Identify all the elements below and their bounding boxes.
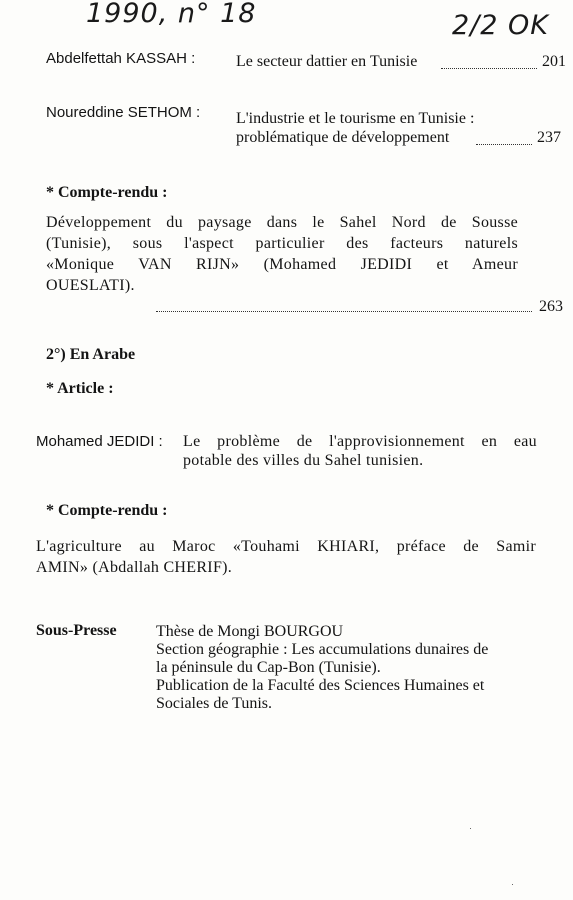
press-line: la péninsule du Cap-Bon (Tunisie). bbox=[156, 659, 381, 676]
review-line: L'agriculture au Maroc «Touhami KHIARI, préface de Samir bbox=[36, 538, 536, 555]
dot-leader bbox=[441, 68, 537, 69]
sous-presse-label: Sous-Presse bbox=[36, 622, 117, 639]
review-line: OUESLATI). bbox=[46, 277, 135, 294]
review-line: AMIN» (Abdallah CHERIF). bbox=[36, 559, 233, 576]
page-number: 263 bbox=[539, 298, 563, 315]
review-line: Développement du paysage dans le Sahel Nord de Sousse bbox=[46, 214, 518, 231]
entry-title-line: problématique de développement bbox=[236, 129, 450, 146]
subsection-heading: * Compte-rendu : bbox=[46, 502, 168, 519]
entry-author: Noureddine SETHOM : bbox=[46, 104, 201, 121]
review-line: (Tunisie), sous l'aspect particulier des facteurs naturels bbox=[46, 235, 518, 252]
handwritten-check-note: 2/2 OK bbox=[452, 10, 549, 41]
dot-leader bbox=[476, 144, 532, 145]
dot-leader bbox=[156, 311, 532, 312]
press-line: Publication de la Faculté des Sciences Humaines et bbox=[156, 677, 485, 694]
subsection-heading: * Article : bbox=[46, 380, 114, 397]
press-line: Section géographie : Les accumulations dunaires de bbox=[156, 641, 489, 658]
article-title-line: Le problème de l'approvisionnement en eau bbox=[183, 433, 537, 450]
review-line: «Monique VAN RIJN» (Mohamed JEDIDI et Ameur bbox=[46, 256, 518, 273]
section-heading: * Compte-rendu : bbox=[46, 184, 168, 201]
page-number: 201 bbox=[542, 53, 566, 70]
sous-presse-block bbox=[156, 623, 488, 713]
entry-author: Mohamed JEDIDI : bbox=[36, 433, 163, 450]
review-paragraph bbox=[46, 212, 518, 296]
page-number: 237 bbox=[537, 129, 561, 146]
entry-author: Abdelfettah KASSAH : bbox=[46, 50, 196, 67]
press-line: Sociales de Tunis. bbox=[156, 695, 273, 712]
entry-title: Le secteur dattier en Tunisie bbox=[236, 53, 418, 70]
review-paragraph bbox=[36, 536, 536, 578]
scan-speck bbox=[470, 828, 471, 829]
article-title bbox=[183, 432, 537, 470]
handwritten-issue-note: 1990, n° 18 bbox=[86, 0, 257, 29]
article-title-line: potable des villes du Sahel tunisien. bbox=[183, 452, 424, 469]
press-line: Thèse de Mongi BOURGOU bbox=[156, 623, 344, 640]
entry-title-line: L'industrie et le tourisme en Tunisie : bbox=[236, 110, 475, 127]
scan-speck bbox=[512, 884, 513, 885]
section-heading: 2°) En Arabe bbox=[46, 346, 136, 363]
